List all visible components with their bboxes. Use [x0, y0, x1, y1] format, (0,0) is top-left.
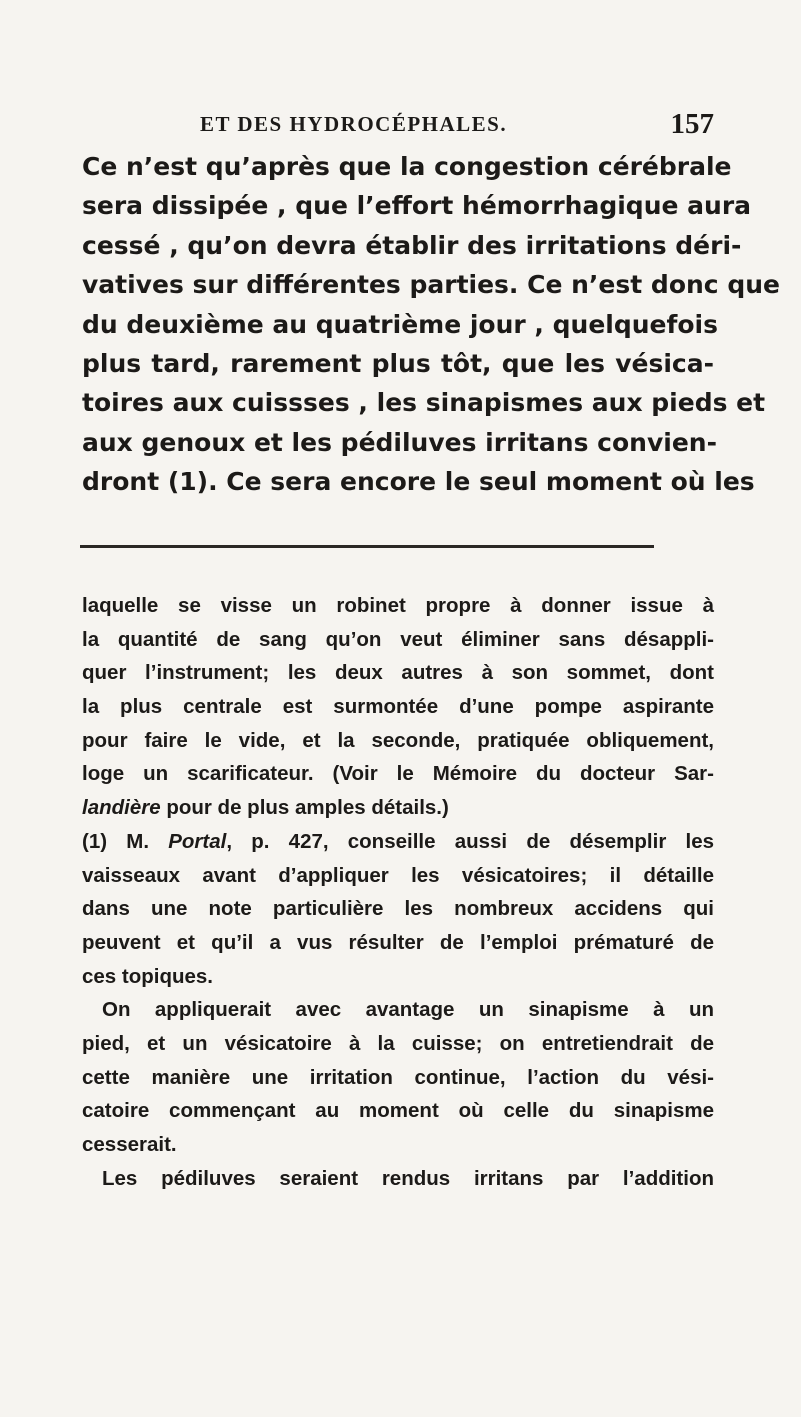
footnote-line: peuvent et qu’il a vus résulter de l’emploi prématuré de [82, 930, 714, 954]
body-line: dront (1). Ce sera encore le seul moment où les [82, 467, 755, 497]
footnote-line: cesserait. [82, 1133, 177, 1156]
footnote-paragraph-start: On appliquerait avec avantage un sinapisme à un [102, 998, 714, 1022]
body-line: du deuxième au quatrième jour , quelquefois [82, 309, 718, 339]
body-line: cessé , qu’on devra établir des irritations déri- [82, 230, 742, 260]
footnote-line: quer l’instrument; les deux autres à son sommet, dont [82, 661, 714, 685]
footnotes-block [82, 589, 714, 1195]
footnote-separator-rule [80, 545, 654, 548]
body-line: toires aux cuissses , les sinapismes aux pieds et [82, 388, 766, 418]
main-text-block [82, 147, 780, 502]
footnote-line: la plus centrale est surmontée d’une pompe aspirante [82, 695, 714, 719]
footnote-1-first-line [82, 825, 714, 859]
page-number: 157 [670, 108, 714, 140]
footnote-line: la quantité de sang qu’on veut éliminer sans désappli- [82, 627, 714, 651]
footnote-line: vaisseaux avant d’appliquer les vésicatoires; il détaille [82, 863, 714, 887]
footnote-line: dans une note particulière les nombreux accidens qui [82, 897, 714, 921]
footnote-text: pour de plus amples détails.) [160, 796, 449, 820]
author-name-sarlandiere: landière [82, 796, 161, 820]
footnote-marker: (1) M. [82, 829, 169, 853]
author-name-portal: Portal [168, 829, 227, 853]
running-title: ET DES HYDROCÉPHALES. [200, 112, 508, 136]
footnote-line: laquelle se visse un robinet propre à donner issue à [82, 594, 714, 617]
footnote-paragraph-start: Les pédiluves seraient rendus irritans par l’addition [102, 1166, 714, 1190]
footnote-line: cette manière une irritation continue, l’action du vési- [82, 1065, 714, 1089]
footnote-line: pour faire le vide, et la seconde, pratiquée obliquement, [82, 728, 714, 752]
footnote-line: pied, et un vésicatoire à la cuisse; on entretiendrait de [82, 1031, 714, 1055]
footnote-text: , p. 427, conseille aussi de désemplir les [226, 829, 714, 853]
body-line: sera dissipée , que l’effort hémorrhagique aura [82, 191, 752, 221]
body-line: vatives sur différentes parties. Ce n’est donc que [82, 270, 780, 300]
footnote-line: ces topiques. [82, 964, 214, 988]
footnote-line: catoire commençant au moment où celle du sinapisme [82, 1099, 714, 1123]
body-line: plus tard, rarement plus tôt, que les vésica- [82, 348, 714, 378]
body-line: Ce n’est qu’après que la congestion cérébrale [82, 152, 732, 181]
running-head [82, 108, 714, 146]
body-line: aux genoux et les pédiluves irritans convien- [82, 427, 717, 457]
footnote-line: loge un scarificateur. (Voir le Mémoire du docteur Sar- [82, 762, 714, 786]
footnote-line [82, 791, 714, 825]
